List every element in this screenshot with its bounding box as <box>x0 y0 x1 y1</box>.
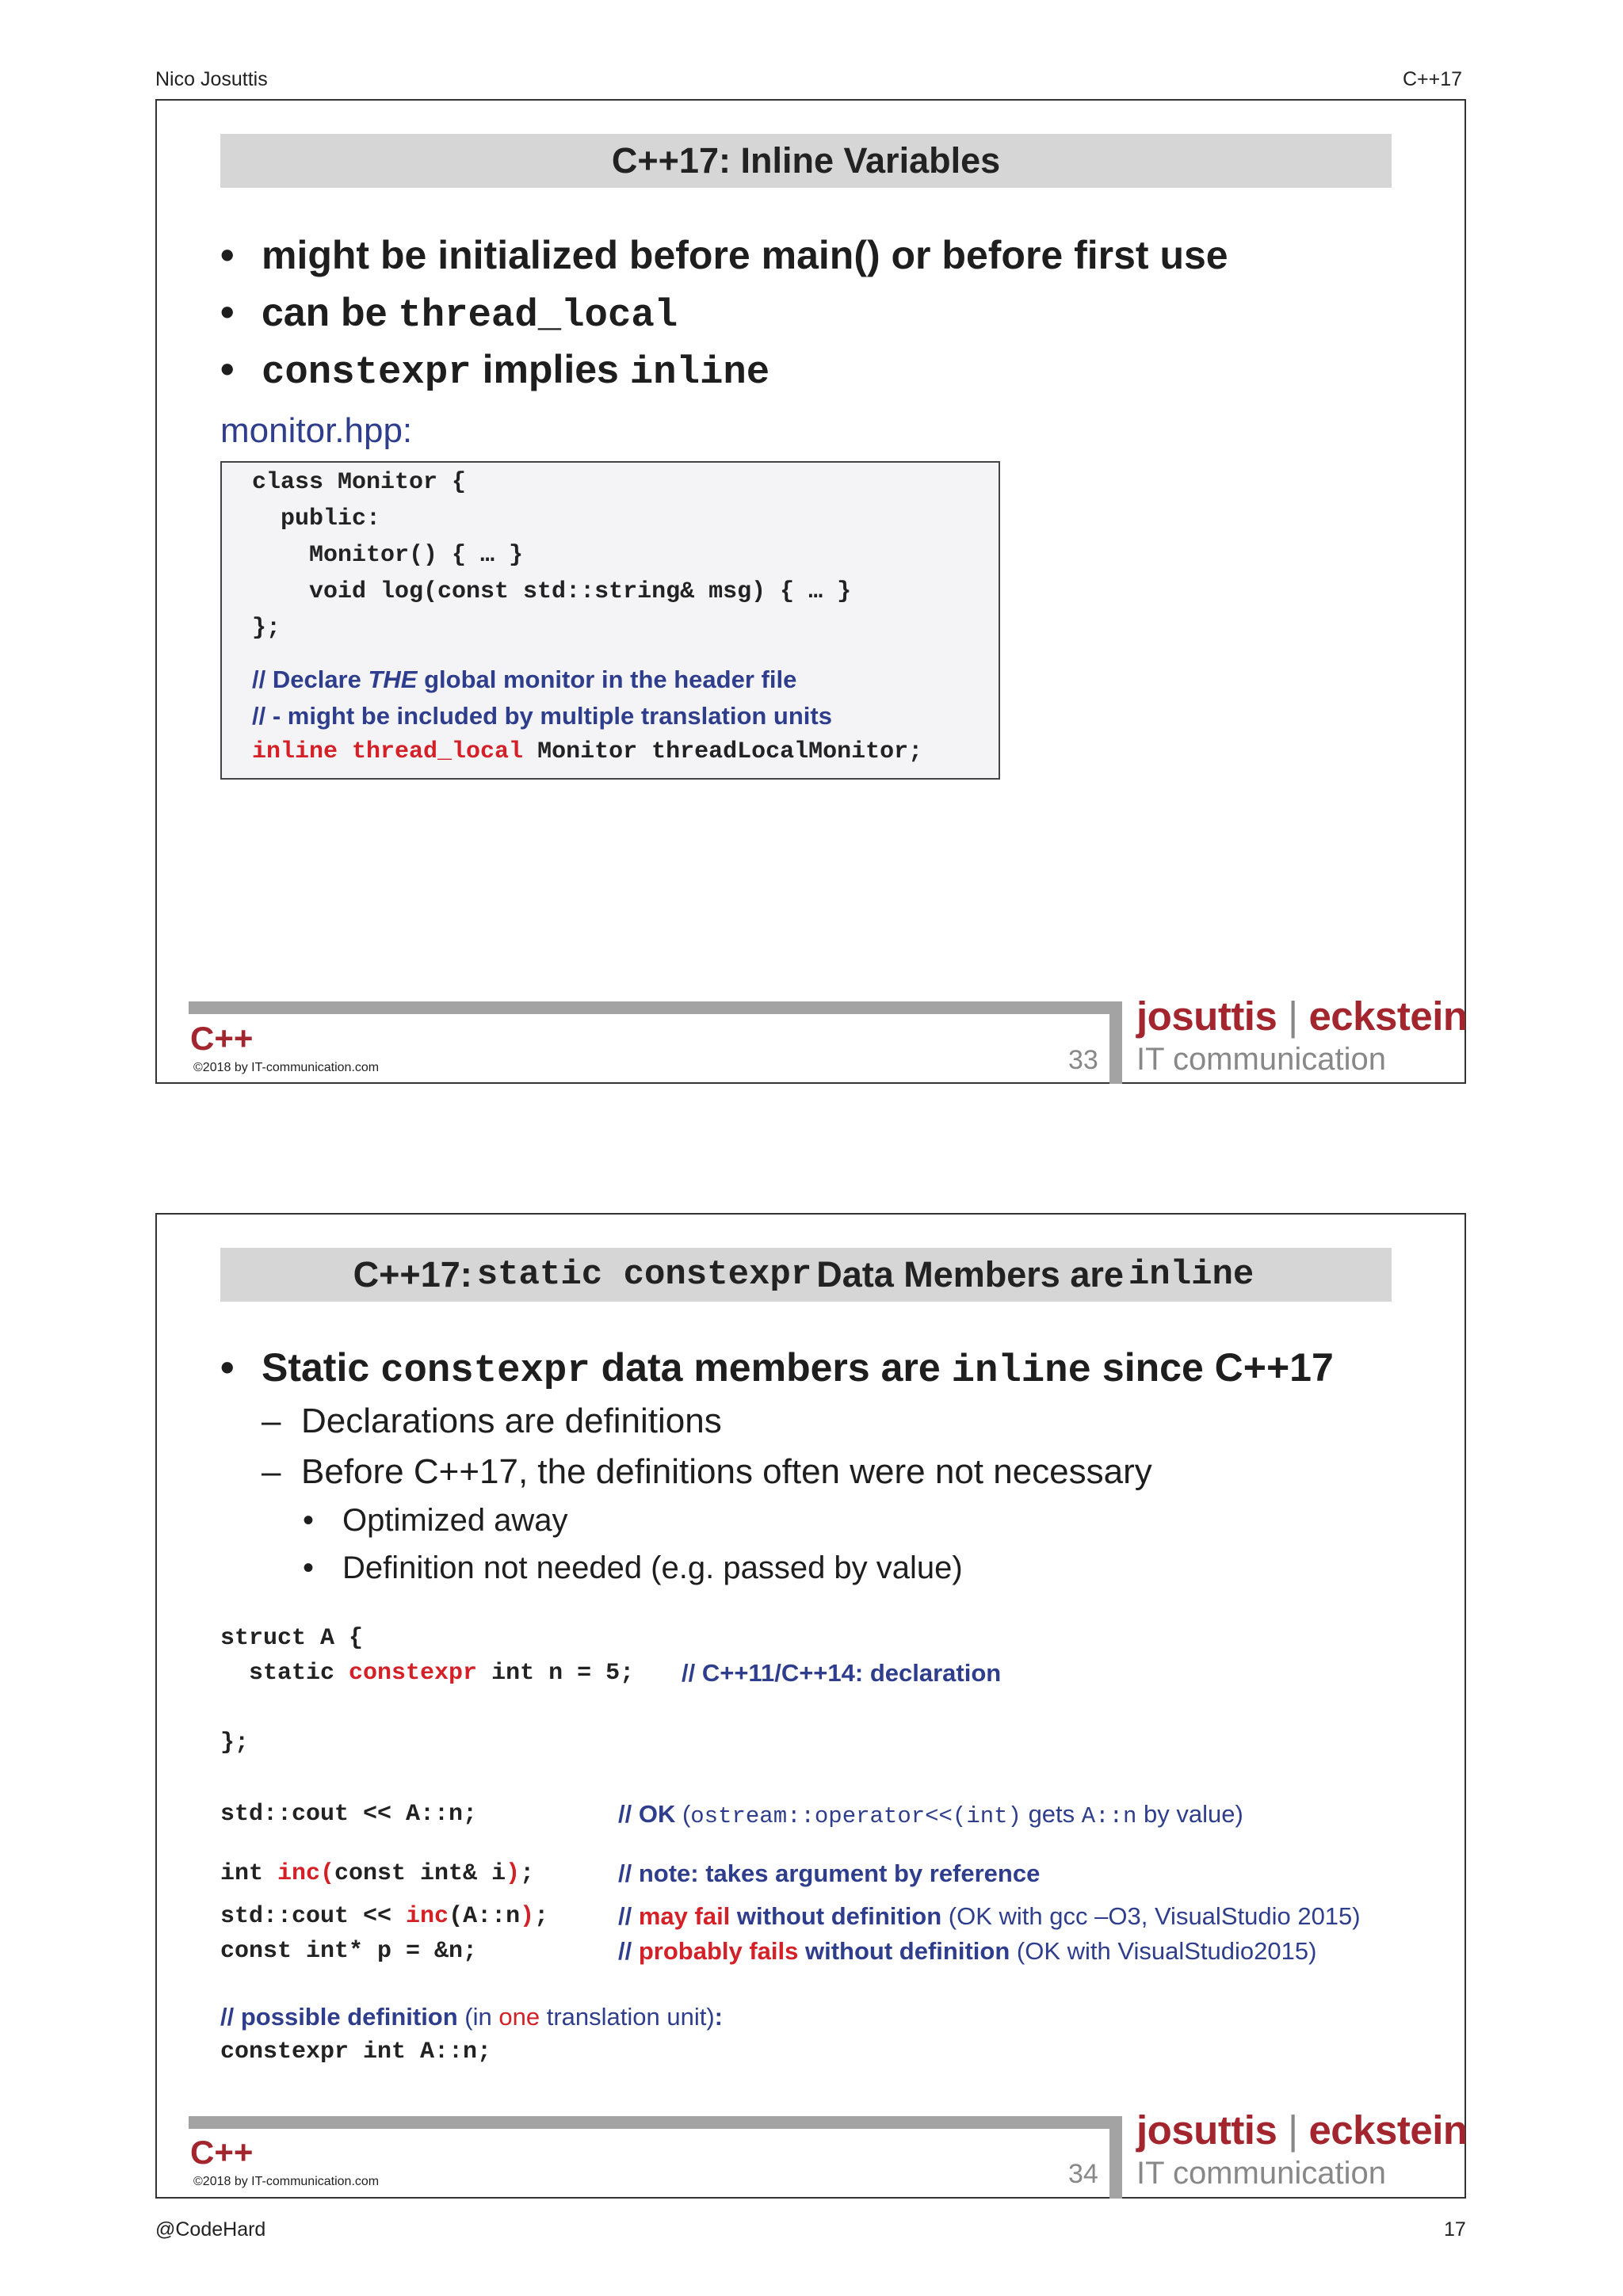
code-line: void log(const std::string& msg) { … } <box>252 578 852 605</box>
slide-title <box>220 134 1392 188</box>
bullet-2: • can be thread_local <box>220 290 678 338</box>
page-footer-handle: @CodeHard <box>155 2218 266 2241</box>
code-line: static constexpr int n = 5; <box>220 1660 635 1687</box>
code-line: std::cout << inc(A::n); <box>220 1903 549 1930</box>
bullet-1: • Static constexpr data members are inline since C++17 <box>220 1345 1334 1393</box>
copyright: ©2018 by IT-communication.com <box>193 1061 380 1074</box>
code-line: const int* p = &n; <box>220 1938 478 1965</box>
code-line: public: <box>252 505 381 532</box>
title-text: Inline Variables <box>740 140 1001 181</box>
brand-subtitle: IT communication <box>1136 1042 1386 1077</box>
sub-bullet-1: – Declarations are definitions <box>262 1402 722 1440</box>
footer-divider <box>1109 2116 1122 2199</box>
slide-title: C++17: static constexpr Data Members are inline <box>220 1248 1392 1302</box>
code-line: struct A { <box>220 1625 364 1652</box>
bullet-3: • constexpr implies inline <box>220 347 770 395</box>
code-line: }; <box>252 615 281 642</box>
cpp-logo: C++ <box>190 1020 254 1057</box>
code-comment: // C++11/C++14: declaration <box>682 1659 1002 1687</box>
sub-sub-bullet-1: • Optimized away <box>303 1503 568 1538</box>
bullet-1: • might be initialized before main() or before first use <box>220 233 1228 277</box>
sub-bullet-2: – Before C++17, the definitions often were not necessary <box>262 1452 1152 1491</box>
code-line: class Monitor { <box>252 469 467 496</box>
page-header-author: Nico Josuttis <box>155 68 268 90</box>
code-line: std::cout << A::n; <box>220 1801 478 1828</box>
code-comment: // may fail without definition (OK with gcc –O3, VisualStudio 2015) <box>618 1902 1361 1930</box>
code-comment: // probably fails without definition (OK with VisualStudio2015) <box>618 1937 1317 1965</box>
slide-33 <box>155 99 1466 1084</box>
page-header-topic: C++17 <box>1403 68 1463 90</box>
footer-divider <box>1109 1001 1122 1084</box>
code-box <box>220 461 1000 780</box>
file-label: monitor.hpp: <box>220 411 413 450</box>
code-line: Monitor() { … } <box>252 542 524 569</box>
bullet-dot: • <box>220 1345 235 1390</box>
bullet-dot: • <box>220 233 235 277</box>
slide-number: 34 <box>1068 2159 1098 2189</box>
page-footer-number: 17 <box>1444 2218 1466 2241</box>
sub-sub-bullet-2: • Definition not needed (e.g. passed by value) <box>303 1550 963 1585</box>
brand-logo: josuttis | eckstein <box>1136 2107 1468 2153</box>
title-prefix: C++17: <box>611 140 731 181</box>
slide-34 <box>155 1213 1466 2199</box>
footer-bar <box>189 1001 1122 1014</box>
brand-subtitle: IT communication <box>1136 2156 1386 2191</box>
slide-number: 33 <box>1068 1045 1098 1075</box>
copyright: ©2018 by IT-communication.com <box>193 2175 380 2188</box>
code-declaration: inline thread_local Monitor threadLocalMonitor; <box>252 738 923 765</box>
code-line: }; <box>220 1730 250 1756</box>
code-comment-2: // - might be included by multiple translation units <box>252 702 832 730</box>
code-line: constexpr int A::n; <box>220 2039 492 2065</box>
brand-logo: josuttis | eckstein <box>1136 994 1468 1039</box>
code-line: int inc(const int& i); <box>220 1860 535 1887</box>
cpp-logo: C++ <box>190 2134 254 2171</box>
code-comment: // possible definition (in one translation unit): <box>220 2003 723 2031</box>
code-comment: // OK (ostream::operator<<(int) gets A::n by value) <box>618 1800 1243 1829</box>
footer-bar <box>189 2116 1122 2129</box>
code-comment: // note: takes argument by reference <box>618 1859 1041 1887</box>
code-comment-1: // Declare THE global monitor in the header file <box>252 666 797 693</box>
bullet-dot: • <box>220 347 235 391</box>
bullet-dot: • <box>220 290 235 334</box>
